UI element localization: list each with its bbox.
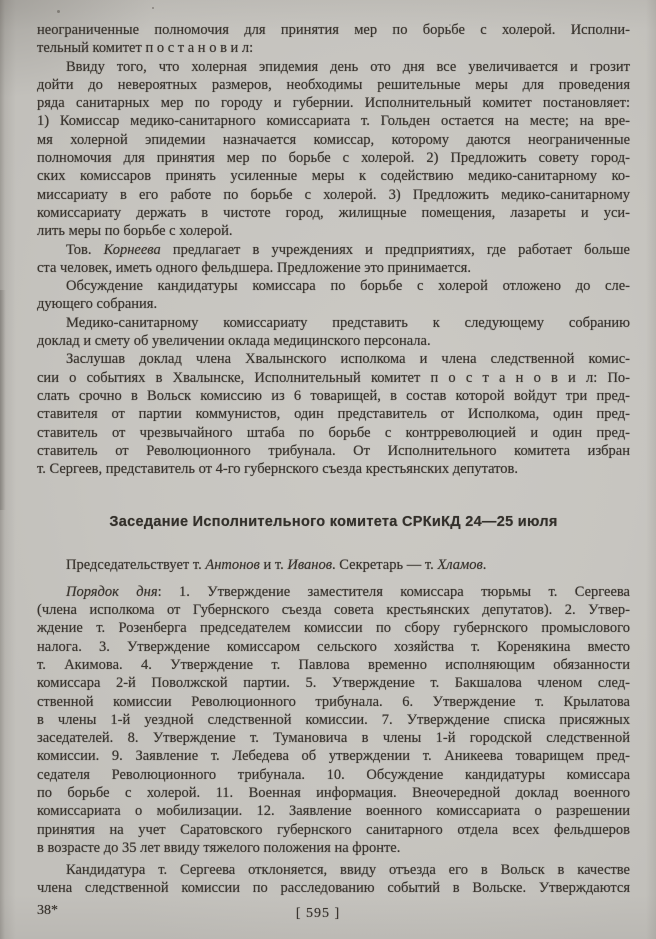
body-text: члена следственной комиссии по расследованию событий в Вольске. Утверждаются: [37, 880, 630, 897]
text-line: [37, 332, 630, 350]
text-line: [37, 747, 630, 765]
scan-edge-shadow: [0, 290, 6, 510]
italic-text: Порядок дня: [66, 583, 158, 600]
body-text: ственной комиссии Революционного трибунала. 6. Утверждение т. Крылатова: [37, 693, 630, 710]
text-line: [37, 186, 630, 204]
body-text: ждение т. Розенберга председателем комиссии по сбору губернского промыслового: [37, 620, 630, 637]
paragraph: [37, 314, 630, 351]
text-line: [37, 241, 630, 259]
text-line: [37, 204, 630, 222]
body-text: комиссии. 9. Заявление т. Лебедева об утверждении т. Аникеева товарищем пред-: [37, 748, 630, 765]
text-line: [37, 656, 630, 674]
text-line: [37, 94, 630, 112]
body-text: Ввиду того, что холерная эпидемия день ото дня все увеличивается и грозит: [66, 58, 630, 75]
body-text: .: [482, 557, 487, 574]
body-text: слать срочно в Вольск комиссию из 6 товарищей, в состав которой войдут три пред-: [37, 387, 630, 404]
body-text: и т.: [259, 557, 288, 574]
heading-line: [37, 512, 630, 532]
text-line: [37, 39, 630, 57]
body-text: 1) Комиссар медико-санитарного комиссариата т. Гольден остается на месте; на вре-: [37, 113, 630, 130]
text-line: [37, 149, 630, 167]
body-text: по борьбе с холерой. 11. Военная информация. Внеочередной доклад военного: [37, 784, 630, 801]
body-text: предлагает в учреждениях и предприятиях, где работает больше: [160, 241, 630, 258]
body-text: т. Сергеев, представитель от 4-го губернского съезда крестьянских депутатов.: [37, 461, 519, 478]
body-text: тельный комитет п о с т а н о в и л:: [37, 40, 254, 57]
page-footer: [0, 903, 656, 925]
body-text: комиссара 2-й Поволжской партии. 5. Утверждение т. Бакшалова членом след-: [37, 675, 630, 692]
text-line: [37, 369, 630, 387]
body-text: мя холерной эпидемии назначается комиссар, которому даются неограниченные: [37, 131, 630, 148]
scan-speck: [57, 10, 60, 13]
text-line: [37, 277, 630, 295]
body-text: дующего собрания.: [37, 296, 158, 313]
page-number: [ 595 ]: [295, 906, 341, 921]
body-text: комиссариата о мобилизации. 12. Заявление военного комиссариата о разрешении: [37, 803, 630, 820]
paragraph: [37, 350, 630, 478]
text-line: [37, 556, 630, 574]
body-text: Медико-санитарному комиссариату представить к следующему собранию: [66, 314, 630, 331]
body-text: доклад и смету об увеличении оклада медицинского персонала.: [37, 333, 431, 350]
text-line: [37, 222, 630, 240]
body-text: комиссариату держать в чистоте город, жилищные помещения, лазареты и уси-: [37, 204, 630, 221]
italic-text: Антонов: [205, 557, 260, 574]
text-line: [37, 839, 630, 857]
text-line: [37, 58, 630, 76]
section-heading: [37, 512, 630, 532]
paragraph: [37, 861, 630, 898]
text-line: [37, 387, 630, 405]
body-text: принятия на учет Саратовского губернского санитарного отдела всех фельдшеров: [37, 821, 630, 838]
body-text: дойти до невероятных размеров, необходимы решительные меры для проведения: [37, 76, 630, 93]
body-text: налога. 3. Утверждение комиссаром сельского хозяйства т. Коренякина вместо: [37, 638, 630, 655]
body-text: неограниченные полномочия для принятия мер по борьбе с холерой. Исполни-: [37, 22, 630, 38]
text-line: [37, 821, 630, 839]
body-text: сии о событиях в Хвалынске, Исполнительный комитет п о с т а н о в и л: По-: [37, 369, 630, 386]
text-line: [37, 711, 630, 729]
text-line: [37, 424, 630, 442]
text-line: [37, 314, 630, 332]
text-line: [37, 405, 630, 423]
body-text: Тов.: [66, 241, 104, 258]
text-line: [37, 638, 630, 656]
text-line: [37, 784, 630, 802]
text-line: [37, 601, 630, 619]
body-text: заседателей. 8. Утверждение т. Тумановича в члены 1-й городской следственной: [37, 730, 630, 747]
text-line: [37, 861, 630, 879]
text-line: [37, 21, 630, 39]
text-line: [37, 674, 630, 692]
scan-speck: [152, 7, 154, 9]
body-text: ставитель от чрезвычайного штаба по борьбе с контрреволюцией и один пред-: [37, 424, 630, 441]
text-line: [37, 76, 630, 94]
text-line: [37, 167, 630, 185]
body-text: Заседание Исполнительного комитета СРКиКД 24—25 июля: [109, 514, 558, 531]
paragraph: [37, 58, 630, 241]
text-line: [37, 295, 630, 313]
body-text: ставитель от Революционного трибунала. От Исполнительного комитета избран: [37, 442, 630, 459]
text-line: [37, 131, 630, 149]
paragraph: [37, 241, 630, 278]
body-text: (члена исполкома от Губернского съезда совета крестьянских депутатов). 2. Утвер-: [37, 602, 630, 619]
paragraph: [37, 21, 630, 58]
text-line: [37, 693, 630, 711]
text-line: [37, 112, 630, 130]
text-line: [37, 879, 630, 897]
text-line: [37, 766, 630, 784]
body-text: Председательствует т.: [66, 557, 206, 574]
text-line: [37, 802, 630, 820]
body-text: Кандидатура т. Сергеева отклоняется, ввиду отъезда его в Вольск в качестве: [66, 862, 630, 879]
body-text: миссариату в его работе по борьбе с холерой. 3) Предложить медико-санитарному: [37, 186, 630, 203]
body-text: . Секретарь — т.: [332, 557, 438, 574]
body-text: полномочия для принятия мер по борьбе с холерой. 2) Предложить совету город-: [37, 150, 630, 167]
signature-mark: 38*: [37, 903, 58, 918]
body-text: ставителя от партии коммунистов, один представитель от Исполкома, один пред-: [37, 406, 630, 423]
text-line: [37, 729, 630, 747]
italic-text: Иванов: [287, 557, 333, 574]
body-text: в члены 1-й уездной следственной комиссии. 7. Утверждение списка присяжных: [37, 711, 630, 728]
body-text: в возрасте до 35 лет ввиду тяжелого положения на фронте.: [37, 839, 401, 856]
paragraph: [37, 583, 630, 857]
text-line: [37, 350, 630, 368]
body-text: Обсуждение кандидатуры комиссара по борьбе с холерой отложено до сле-: [66, 278, 630, 295]
text-line: [37, 460, 630, 478]
paragraph: [37, 556, 630, 574]
text-line: [37, 442, 630, 460]
text-line: [37, 259, 630, 277]
text-block: [37, 21, 630, 898]
body-text: седателя Революционного трибунала. 10. Обсуждение кандидатуры комиссара: [37, 766, 630, 783]
body-text: ряда санитарных мер по городу и губернии. Исполнительный комитет постановляет:: [37, 95, 630, 112]
paragraph: [37, 277, 630, 314]
italic-text: Хламов: [437, 557, 483, 574]
text-line: [37, 619, 630, 637]
body-text: ста человек, иметь одного фельдшера. Предложение это принимается.: [37, 259, 471, 276]
body-text: т. Акимова. 4. Утверждение т. Павлова временно исполняющим обязанности: [37, 656, 630, 673]
body-text: лить меры по борьбе с холерой.: [37, 223, 233, 240]
body-text: Заслушав доклад члена Хвалынского исполкома и члена следственной комис-: [66, 351, 630, 368]
body-text: ских комиссаров принять усиленные меры к содействию медико-санитарному ко-: [37, 168, 630, 185]
text-line: [37, 583, 630, 601]
body-text: : 1. Утверждение заместителя комиссара тюрьмы т. Сергеева: [157, 583, 630, 600]
italic-text: Корнеева: [103, 241, 161, 258]
